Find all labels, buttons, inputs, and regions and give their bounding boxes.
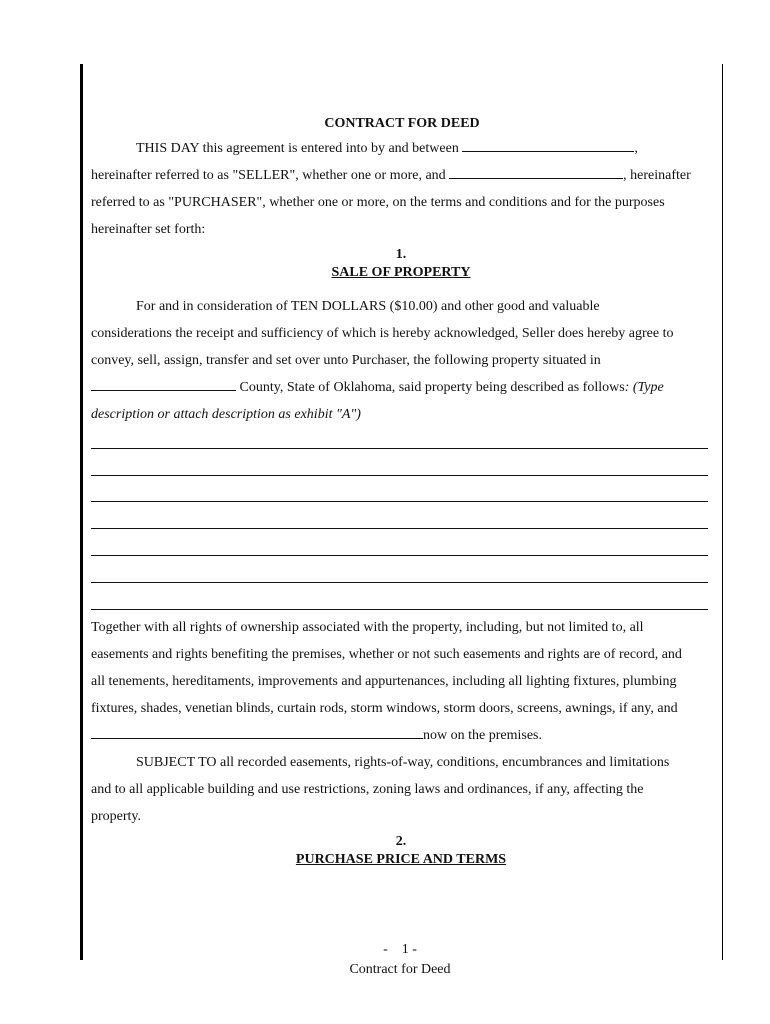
premises-text: now on the premises. [423, 727, 542, 743]
s1-p1-line-4 [91, 374, 711, 401]
description-line[interactable] [91, 502, 711, 529]
s1-p2-line-2: easements and rights benefiting the premises, whether or not such easements and rights are of record, and [91, 646, 682, 662]
type-instruction: : (Type [624, 380, 664, 395]
s1-p1-line-5: description or attach description as exhibit "A") [91, 407, 361, 422]
intro-text: , hereinafter [623, 168, 691, 183]
description-line[interactable] [91, 422, 711, 449]
section-1-number: 1. [395, 247, 407, 262]
additional-items-blank[interactable] [91, 724, 423, 739]
county-blank[interactable] [91, 376, 236, 391]
right-margin-line [722, 64, 723, 960]
document-body [91, 113, 711, 870]
intro-line-4: hereinafter set forth: [91, 222, 206, 237]
description-line[interactable] [91, 449, 711, 476]
s1-p1-line-1: For and in consideration of TEN DOLLARS ($10.00) and other good and valuable [136, 299, 600, 314]
intro-line-2 [91, 162, 711, 189]
county-text: County, State of Oklahoma, said property being described as follows [236, 380, 625, 395]
description-line[interactable] [91, 583, 711, 610]
description-line[interactable] [91, 529, 711, 556]
left-margin-bar [80, 64, 83, 960]
s1-p1-line-2: considerations the receipt and sufficiency of which is hereby acknowledged, Seller does hereby agree to [91, 326, 674, 341]
description-line[interactable] [91, 556, 711, 583]
s1-p3-line-1: SUBJECT TO all recorded easements, rights-of-way, conditions, encumbrances and limitations [136, 754, 670, 770]
purchaser-name-blank[interactable] [449, 164, 623, 179]
intro-line-1 [91, 135, 711, 162]
property-description-lines[interactable] [91, 422, 711, 610]
s1-p2-line-4: fixtures, shades, venetian blinds, curtain rods, storm windows, storm doors, screens, awnings, if any, and [91, 700, 678, 716]
description-line[interactable] [91, 476, 711, 503]
footer-label: Contract for Deed [349, 962, 451, 977]
s1-p2-line-1: Together with all rights of ownership associated with the property, including, but not limited to, all [91, 619, 644, 635]
page-footer [290, 940, 510, 980]
intro-line-3: referred to as "PURCHASER", whether one or more, on the terms and conditions and for the purposes [91, 195, 665, 210]
intro-text: THIS DAY this agreement is entered into by and between [136, 141, 459, 156]
seller-name-blank[interactable] [462, 137, 634, 152]
s1-p2-line-5 [91, 722, 711, 749]
document-title: CONTRACT FOR DEED [324, 116, 480, 131]
s1-p3-line-3: property. [91, 808, 142, 824]
page-number: - 1 - [383, 942, 417, 957]
s1-p2-line-3: all tenements, hereditaments, improvements and appurtenances, including all lighting fixtures, plumbing [91, 673, 677, 689]
s1-p1-line-3: convey, sell, assign, transfer and set over unto Purchaser, the following property situated in [91, 353, 601, 368]
section-2-number: 2. [395, 833, 407, 849]
s1-p3-line-2: and to all applicable building and use restrictions, zoning laws and ordinances, if any, affecting the [91, 781, 644, 797]
intro-punct: , [634, 141, 638, 156]
section-1-title: SALE OF PROPERTY [331, 265, 471, 280]
intro-text: hereinafter referred to as "SELLER", whether one or more, and [91, 168, 446, 183]
section-2-title: PURCHASE PRICE AND TERMS [295, 851, 507, 867]
